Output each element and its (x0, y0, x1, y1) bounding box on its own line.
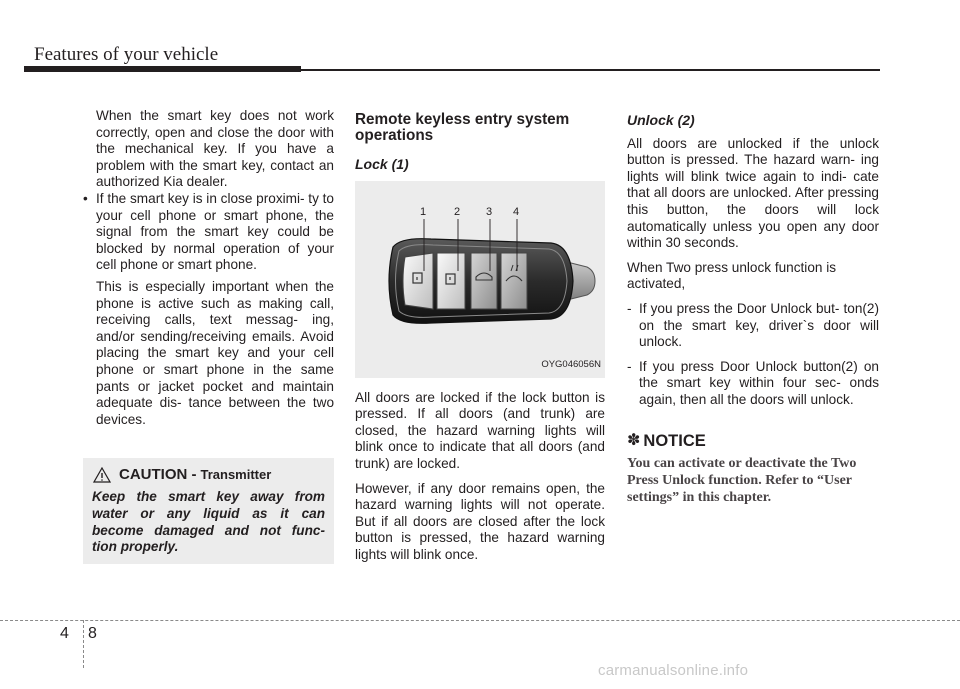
dash-mark: - (627, 300, 632, 316)
dash-mark: - (627, 358, 632, 374)
page-number: 8 (88, 625, 97, 642)
smart-key-paragraph: When the smart key does not work correctly, open and close the door with the mechanical key. If you have a problem with the smart key, contact an authorized Kia dealer. (96, 108, 334, 190)
watermark: carmanualsonline.info (598, 662, 749, 679)
footer-rule (0, 620, 960, 621)
callout-4: 4 (513, 205, 520, 218)
caution-subtitle: Transmitter (200, 467, 272, 482)
dash-item-2 (627, 359, 879, 409)
warning-triangle-icon (93, 467, 111, 483)
callout-1: 1 (420, 205, 427, 218)
header-rule (300, 69, 880, 71)
caution-title: CAUTION - (119, 466, 197, 483)
callout-2: 2 (454, 205, 461, 218)
section-heading: Remote keyless entry system operations (355, 111, 570, 144)
header-bar (24, 66, 301, 72)
notice-heading (627, 433, 879, 450)
caution-text: Keep the smart key away from water or any liquid as it can become damaged and not func- tion properly. (92, 489, 325, 555)
page-header-title: Features of your vehicle (34, 44, 219, 65)
caution-box (83, 458, 334, 564)
smart-key-illustration (355, 181, 605, 378)
notice-star-icon: ✽ (627, 431, 641, 449)
column-right (627, 108, 879, 506)
smart-key-note (83, 108, 334, 191)
column-middle (355, 108, 605, 564)
unlock-subheading: Unlock (2) (627, 112, 695, 128)
phone-bullet (83, 191, 334, 274)
unlock-paragraph: All doors are unlocked if the unlock button is pressed. The hazard warn- ing lights will blink twice again to indi- cate that all doors are unlocked. After pressing this button, the doors will lock automatically unless you open any door within 30 seconds. (627, 135, 879, 251)
two-press-paragraph: When Two press unlock function is activated, (627, 259, 837, 292)
callout-3: 3 (486, 205, 493, 218)
notice-text: You can activate or deactivate the Two Press Unlock function. Refer to “User settings” in this chapter. (627, 456, 857, 506)
figure-caption: OYG046056N (541, 359, 601, 370)
caution-header (93, 466, 271, 483)
bullet-mark: • (83, 190, 88, 206)
lock-paragraph: All doors are locked if the lock button is pressed. If all doors (and trunk) are closed, the hazard warning lights will blink once to indicate that all doors (and trunk) are locked. (355, 389, 605, 471)
dash-item-2-text: If you press Door Unlock button(2) on the smart key within four sec- onds again, then all the doors will unlock. (639, 358, 879, 407)
dash-item-1-text: If you press the Door Unlock but- ton(2) on the smart key, driver`s door will unlock. (639, 300, 879, 350)
phone-interference-text: If the smart key is in close proximi- ty to your cell phone or smart phone, the signal from the smart key could be blocked by normal operation of your cell phone or smart phone. (96, 190, 334, 273)
dash-item-1 (627, 301, 879, 351)
lock-exception-paragraph: However, if any door remains open, the hazard warning lights will not operate. But if all doors are closed after the lock button is pressed, the hazard warning lights will blink once. (355, 480, 605, 562)
smart-key-figure (355, 181, 605, 378)
footer-divider (83, 620, 84, 668)
lock-subheading: Lock (1) (355, 156, 409, 172)
column-left (83, 108, 334, 428)
notice-title: NOTICE (643, 431, 706, 450)
phone-note (83, 279, 334, 428)
phone-active-paragraph: This is especially important when the phone is active such as making call, receiving calls, text messag- ing, and/or sending/receiving emails. Avoid placing the smart key and your cell phone or smart phone in the same pants or jacket pocket and maintain adequate dis- tance between the two devices. (96, 278, 334, 427)
chapter-number: 4 (60, 625, 69, 642)
